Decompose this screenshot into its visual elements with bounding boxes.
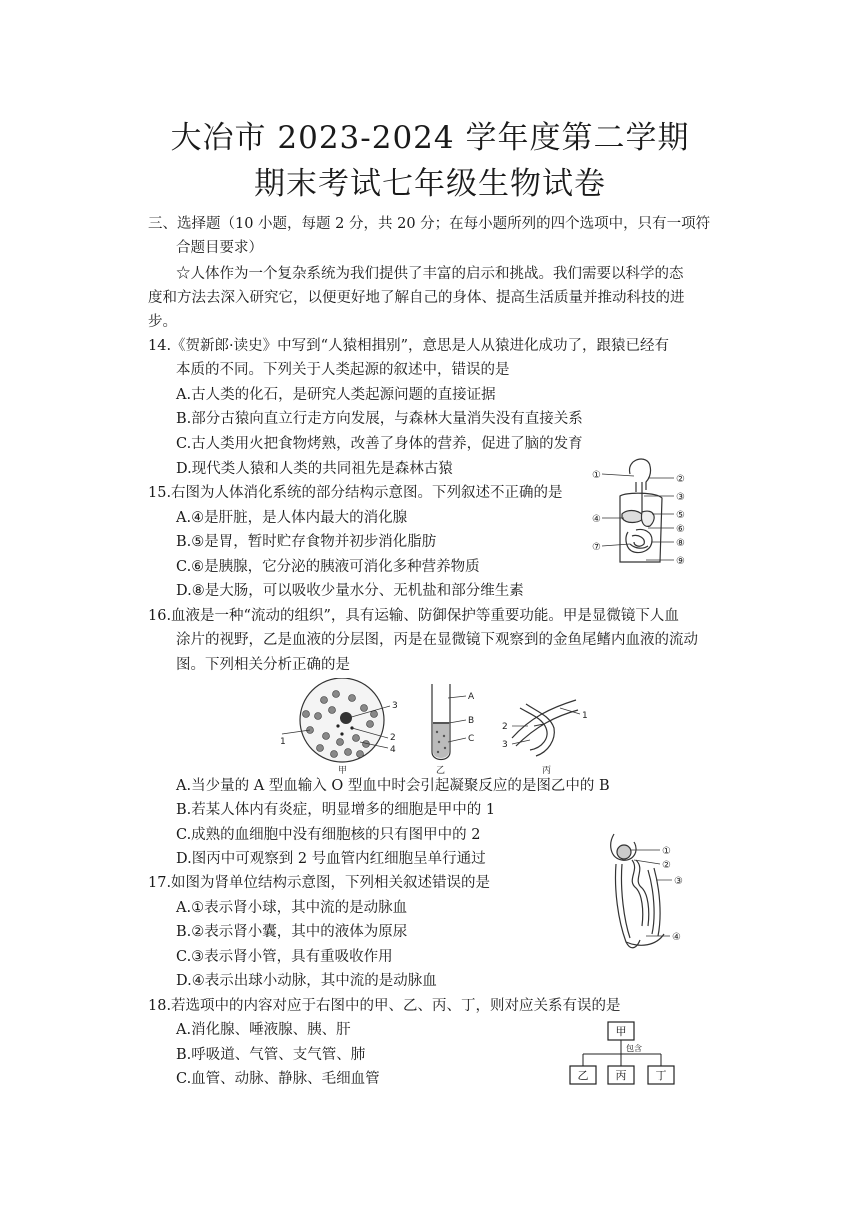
digestive-label-3: ③: [676, 492, 685, 503]
caption-yi: 乙: [436, 766, 446, 774]
intro-paragraph: ☆人体作为一个复杂系统为我们提供了丰富的启示和挑战。我们需要以科学的态: [176, 266, 684, 282]
question-14-option-a: A.古人类的化石，是研究人类起源问题的直接证据: [176, 387, 496, 403]
question-16-stem: 16.血液是一种“流动的组织”，具有运输、防御保护等重要功能。甲是显微镜下人血: [148, 608, 679, 624]
nephron-label-1: ①: [662, 846, 671, 857]
question-17-option-c: C.③表示肾小管，具有重吸收作用: [176, 949, 393, 965]
blood-smear-label-2: 2: [390, 733, 396, 743]
blood-smear-label-1: 1: [280, 737, 286, 747]
blood-smear-label-4: 4: [390, 745, 396, 755]
digestive-label-2: ②: [676, 474, 685, 485]
question-18-option-b: B.呼吸道、气管、支气管、肺: [176, 1047, 366, 1063]
digestive-label-6: ⑥: [676, 524, 685, 535]
question-14-stem: 14.《贺新郎·读史》中写到“人猿相揖别”，意思是人从猿进化成功了，跟猿已经有: [148, 338, 669, 354]
intro-paragraph: 度和方法去深入研究它，以便更好地了解自己的身体、提高生活质量并推动科技的进: [148, 290, 685, 306]
test-tube-label-c: C: [468, 734, 475, 744]
question-18-option-c: C.血管、动脉、静脉、毛细血管: [176, 1071, 380, 1087]
question-17-option-b: B.②表示肾小囊，其中的液体为原尿: [176, 924, 408, 940]
digestive-system-figure: [590, 452, 690, 570]
nephron-label-3: ③: [674, 876, 683, 887]
digestive-label-5: ⑤: [676, 510, 685, 521]
question-15-option-d: D.⑧是大肠，可以吸收少量水分、无机盐和部分维生素: [176, 583, 524, 599]
digestive-label-1: ①: [592, 470, 601, 481]
question-14-option-d: D.现代类人猿和人类的共同祖先是森林古猿: [176, 461, 453, 477]
relation-label: 包含: [626, 1044, 642, 1053]
question-15-option-a: A.④是肝脏，是人体内最大的消化腺: [176, 510, 408, 526]
question-16-option-a: A.当少量的 A 型血输入 O 型血中时会引起凝聚反应的是图乙中的 B: [176, 778, 610, 794]
blood-smear-label-3: 3: [392, 701, 398, 711]
question-14-option-c: C.古人类用火把食物烤熟，改善了身体的营养，促进了脑的发育: [176, 436, 583, 452]
vessel-label-3: 3: [502, 740, 508, 750]
question-16-option-c: C.成熟的血细胞中没有细胞核的只有图甲中的 2: [176, 827, 481, 843]
test-tube-label-b: B: [468, 716, 475, 726]
question-18-option-a: A.消化腺、唾液腺、胰、肝: [176, 1022, 351, 1038]
question-14-stem: 本质的不同。下列关于人类起源的叙述中，错误的是: [176, 362, 510, 378]
box-jia-label: 甲: [615, 1025, 627, 1038]
question-14-option-b: B.部分古猿向直立行走方向发展，与森林大量消失没有直接关系: [176, 411, 583, 427]
question-17-stem: 17.如图为肾单位结构示意图，下列相关叙述错误的是: [148, 875, 491, 891]
section-heading: 三、选择题（10 小题，每题 2 分，共 20 分；在每小题所列的四个选项中，只有一项符: [148, 216, 711, 232]
question-17-option-a: A.①表示肾小球，其中流的是动脉血: [176, 900, 408, 916]
vessel-flow-figure: [502, 700, 588, 774]
caption-jia: 甲: [338, 766, 348, 774]
question-15-stem: 15.右图为人体消化系统的部分结构示意图。下列叙述不正确的是: [148, 485, 563, 501]
hierarchy-figure: [562, 1018, 692, 1090]
digestive-label-4: ④: [592, 514, 601, 525]
vessel-label-2: 2: [502, 722, 508, 732]
box-bing-label: 丙: [615, 1069, 627, 1082]
digestive-label-7: ⑦: [592, 542, 601, 553]
blood-figures: [280, 678, 600, 774]
test-tube-label-a: A: [468, 692, 475, 702]
nephron-label-2: ②: [662, 860, 671, 871]
box-yi-label: 乙: [577, 1069, 589, 1082]
exam-title-line1: 大冶市 2023-2024 学年度第二学期: [170, 120, 690, 156]
blood-smear-field: [280, 678, 398, 774]
question-15-option-b: B.⑤是胃，暂时贮存食物并初步消化脂肪: [176, 534, 437, 550]
question-16-stem: 图。下列相关分析正确的是: [176, 657, 350, 673]
vessel-label-1: 1: [582, 711, 588, 721]
nephron-figure: [596, 830, 692, 956]
question-18-stem: 18.若选项中的内容对应于右图中的甲、乙、丙、丁，则对应关系有误的是: [148, 998, 621, 1014]
intro-paragraph: 步。: [148, 314, 177, 330]
question-16-option-b: B.若某人体内有炎症，明显增多的细胞是甲中的 1: [176, 802, 496, 818]
caption-bing: 丙: [542, 766, 552, 774]
question-16-option-d: D.图丙中可观察到 2 号血管内红细胞呈单行通过: [176, 851, 486, 867]
section-heading-cont: 合题目要求）: [176, 240, 263, 256]
digestive-label-8: ⑧: [676, 538, 685, 549]
digestive-label-9: ⑨: [676, 556, 685, 567]
nephron-label-4: ④: [672, 932, 681, 943]
test-tube-figure: [432, 684, 475, 774]
question-17-option-d: D.④表示出球小动脉，其中流的是动脉血: [176, 973, 437, 989]
box-ding-label: 丁: [655, 1069, 667, 1082]
question-15-option-c: C.⑥是胰腺，它分泌的胰液可消化多种营养物质: [176, 559, 480, 575]
question-16-stem: 涂片的视野，乙是血液的分层图，丙是在显微镜下观察到的金鱼尾鳍内血液的流动: [176, 632, 698, 648]
exam-title-line2: 期末考试七年级生物试卷: [254, 166, 606, 202]
